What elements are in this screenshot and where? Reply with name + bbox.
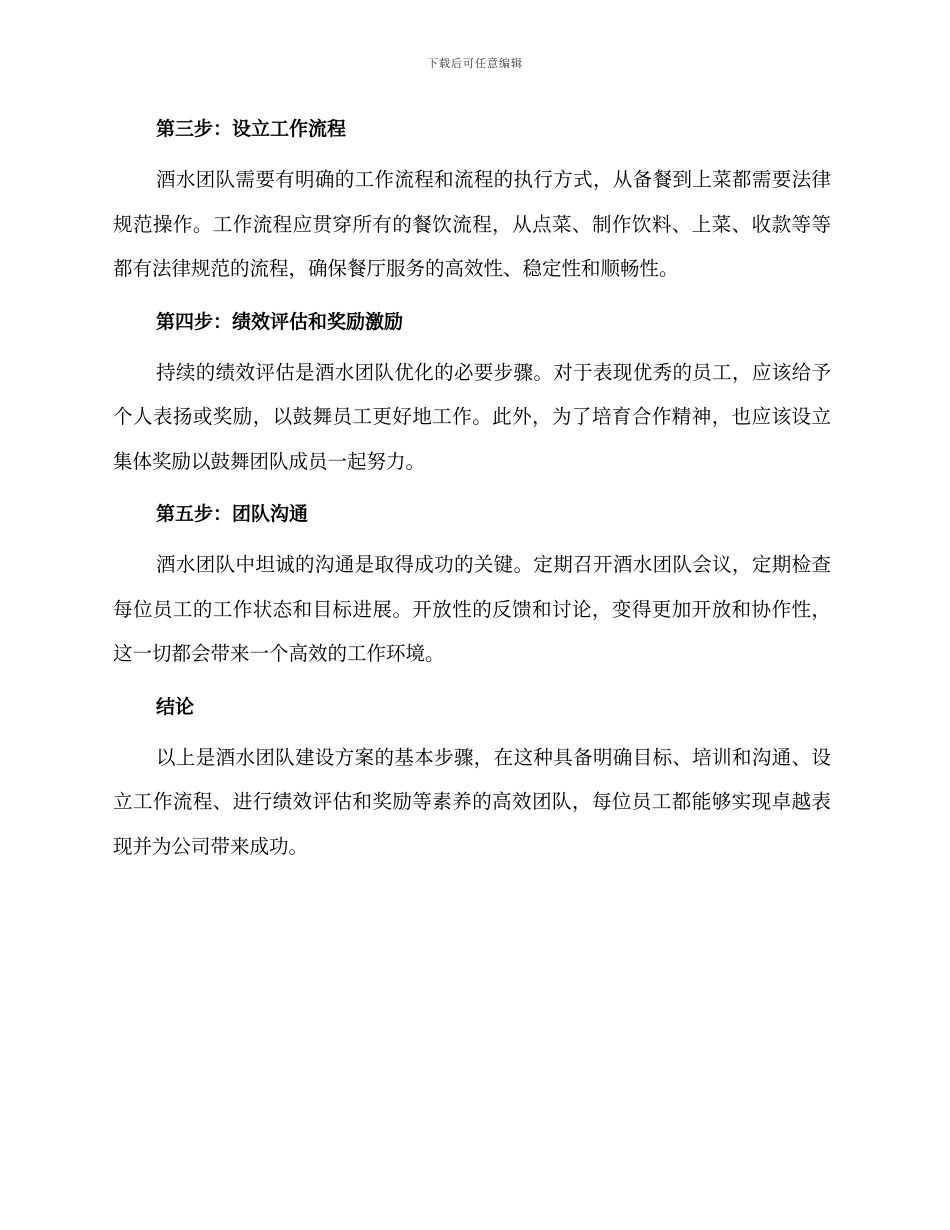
document-body — [113, 110, 831, 882]
section-heading: 第三步：设立工作流程 — [156, 118, 347, 140]
section-paragraph: 以上是酒水团队建设方案的基本步骤，在这种具备明确目标、培训和沟通、设立工作流程、进行绩效评估和奖励等素养的高效团队，每位员工都能够实现卓越表现并为公司带来成功。 — [113, 745, 831, 858]
section-step-4 — [113, 305, 831, 485]
section-step-5 — [113, 497, 831, 677]
section-step-3 — [113, 112, 831, 292]
header-note: 下载后可任意编辑 — [427, 57, 523, 70]
section-heading: 第五步：团队沟通 — [156, 503, 309, 525]
section-paragraph: 持续的绩效评估是酒水团队优化的必要步骤。对于表现优秀的员工，应该给予个人表扬或奖励，以鼓舞员工更好地工作。此外，为了培育合作精神，也应该设立集体奖励以鼓舞团队成员一起努力。 — [113, 360, 831, 473]
section-paragraph: 酒水团队需要有明确的工作流程和流程的执行方式，从备餐到上菜都需要法律规范操作。工作流程应贯穿所有的餐饮流程，从点菜、制作饮料、上菜、收款等等都有法律规范的流程，确保餐厅服务的高效性、稳定性和顺畅性。 — [113, 168, 831, 280]
section-paragraph: 酒水团队中坦诚的沟通是取得成功的关键。定期召开酒水团队会议，定期检查每位员工的工作状态和目标进展。开放性的反馈和讨论，变得更加开放和协作性，这一切都会带来一个高效的工作环境。 — [113, 553, 831, 665]
section-conclusion — [113, 690, 831, 870]
section-heading: 结论 — [156, 695, 195, 718]
section-heading: 第四步：绩效评估和奖励激励 — [156, 310, 404, 333]
